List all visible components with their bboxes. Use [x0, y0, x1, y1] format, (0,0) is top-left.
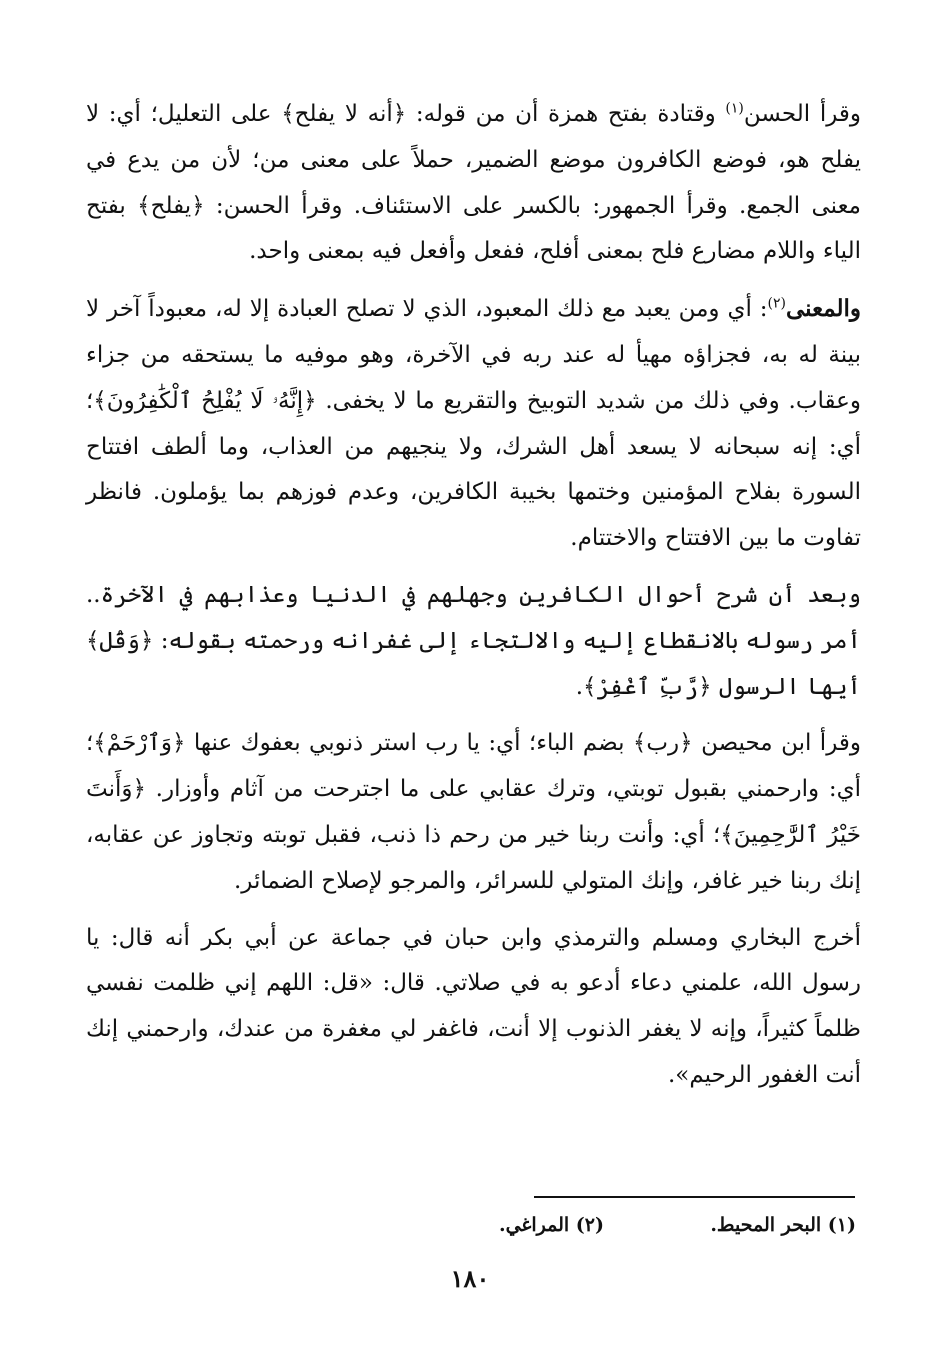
- paragraph-3-text: وبعد أن شرح أحوال الكافرين وجهلهم في الدنيا وعذابهم في الآخرة.. أمر رسوله بالانقطاع إليه والالتجاء إلى غفرانه ورحمته بقوله: ﴿وَقُل﴾ أيها الرسول ﴿رَّبِّ ٱغْفِرْ﴾.: [86, 581, 861, 700]
- page-number: ١٨٠: [450, 1264, 490, 1293]
- footnote-1: (١) البحر المحيط.: [710, 1214, 856, 1236]
- footnote-ref-2: (٢): [767, 295, 786, 312]
- paragraph-3: [86, 573, 861, 710]
- footnote-2: (٢) المراغي.: [498, 1214, 604, 1236]
- paragraph-4: [86, 721, 861, 904]
- paragraph-5-text: أخرج البخاري ومسلم والترمذي وابن حبان في جماعة عن أبي بكر أنه قال: يا رسول الله، علمني دعاء أدعو به في صلاتي. قال: «قل: اللهم إني ظلمت نفسي ظلماً كثيراً، وإنه لا يغفر الذنوب إلا أنت، فاغفر لي مغفرة من عندك، وارحمني إنك أنت الغفور الرحيم».: [86, 924, 861, 1088]
- paragraph-1: [86, 92, 861, 275]
- paragraph-4-text: وقرأ ابن محيصن ﴿رب﴾ بضم الباء؛ أي: يا رب استر ذنوبي بعفوك عنها ﴿وَٱرْحَمْ﴾؛ أي: وارحمني بقبول توبتي، وترك عقابي على ما اجترحت من آثام وأوزار. ﴿وَأَنتَ خَيْرُ ٱلرَّٰحِمِينَ﴾؛ أي: وأنت ربنا خير من رحم ذا ذنب، فقبل توبته وتجاوز عن عقابه، إنك ربنا خير غافر، وإنك المتولي للسرائر، والمرجو لإصلاح الضمائر.: [86, 730, 861, 894]
- paragraph-2-text: : أي ومن يعبد مع ذلك المعبود، الذي لا تصلح العبادة إلا له، معبوداً آخر لا بينة له به، فجزاؤه مهيأ له عند ربه في الآخرة، وهو موفيه ما يستحقه من جزاء وعقاب. وفي ذلك من شديد التوبيخ والتقريع ما لا يخفى. ﴿إِنَّهُۥ لَا يُفْلِحُ ٱلْكَٰفِرُونَ﴾؛ أي: إنه سبحانه لا يسعد أهل الشرك، ولا ينجيهم من العذاب، وما ألطف افتتاح السورة بفلاح المؤمنين وختمها بخيبة الكافرين، وعدم فوزهم بما يؤملون. فانظر تفاوت ما بين الافتتاح والاختتام.: [86, 296, 861, 552]
- footnote-ref-1: (١): [725, 100, 744, 117]
- page-body: [86, 92, 861, 1099]
- paragraph-5: [86, 916, 861, 1099]
- footnotes: [300, 1214, 856, 1246]
- paragraph-1-text-rest: وقتادة بفتح همزة أن من قوله: ﴿أنه لا يفلح﴾ على التعليل؛ أي: لا يفلح هو، فوضع الكافرون موضع الضمير، حملاً على معنى من؛ لأن من يدع في معنى الجمع. وقرأ الجمهور: بالكسر على الاستئناف. وقرأ الحسن: ﴿يفلح﴾ بفتح الياء واللام مضارع فلح بمعنى أفلح، ففعل وأفعل فيه بمعنى واحد.: [86, 101, 861, 265]
- paragraph-2-lead: والمعنى: [785, 295, 861, 323]
- paragraph-2: [86, 286, 861, 562]
- footnote-divider: [534, 1196, 855, 1198]
- paragraph-1-text-start: وقرأ الحسن: [743, 101, 862, 127]
